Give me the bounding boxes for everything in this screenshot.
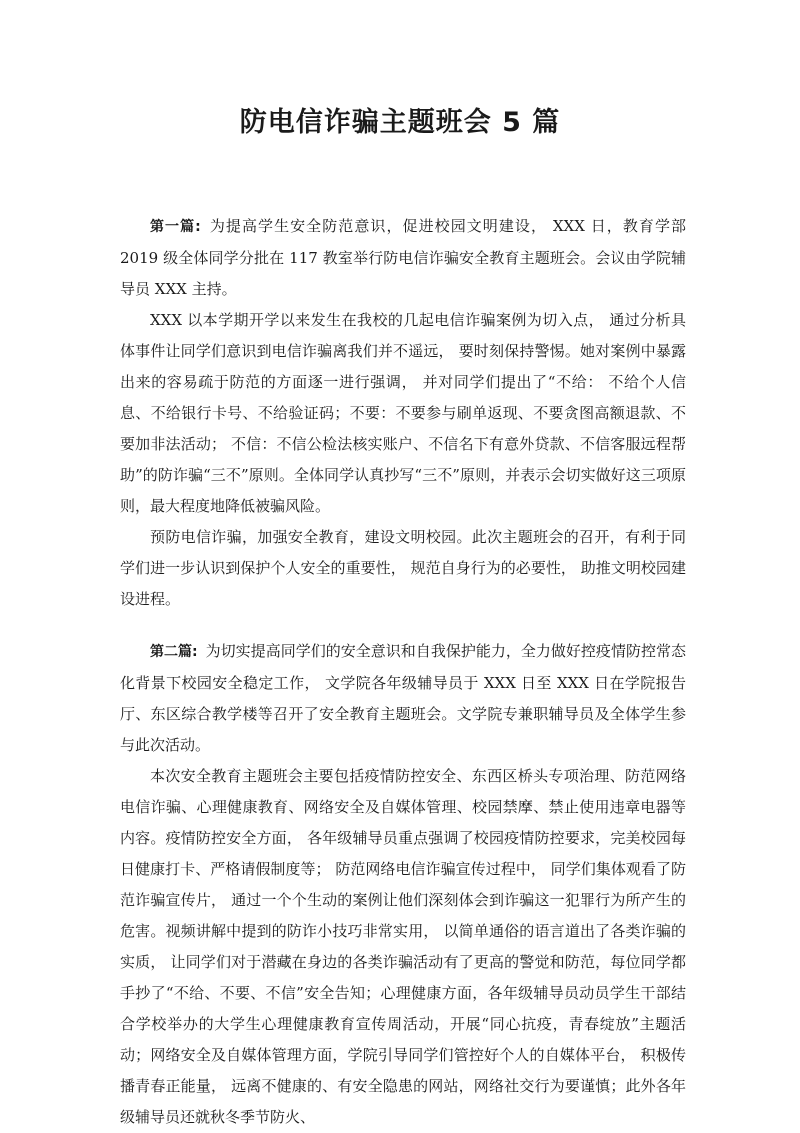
section-one-label: 第一篇: — [150, 219, 201, 235]
section-two-paragraph-1 — [120, 636, 686, 761]
section-two-paragraph-1-text: 为切实提高同学们的安全意识和自我保护能力，全力做好控疫情防控常态化背景下校园安全稳定工作， 文学院各年级辅导员于 XXX 日至 XXX 日在学院报告厅、东区综合教学楼等召开了安全教育主题班会。文学院专兼职辅导员及全体学生参与此次活动。 — [120, 642, 686, 754]
document-title: 防电信诈骗主题班会 5 篇 — [239, 107, 561, 138]
section-two-paragraph-2: 本次安全教育主题班会主要包括疫情防控安全、东西区桥头专项治理、防范网络电信诈骗、心理健康教育、网络安全及自媒体管理、校园禁摩、禁止使用违章电器等内容。疫情防控安全方面， 各年级辅导员重点强调了校园疫情防控要求，完美校园每日健康打卡、严格请假制度等； 防范网络电信诈骗宣传过程中， 同学们集体观看了防范诈骗宣传片， 通过一个个生动的案例让他们深刻体会到诈骗这一犯罪行为所产生的危害。视频讲解中提到的防诈小技巧非常实用， 以简单通俗的语言道出了各类诈骗的实质， 让同学们对于潜藏在身边的各类诈骗活动有了更高的警觉和防范，每位同学都手抄了“不给、不要、不信”安全告知；心理健康方面，各年级辅导员动员学生干部结合学校举办的大学生心理健康教育宣传周活动，开展“同心抗疫，青春绽放”主题活动；网络安全及自媒体管理方面，学院引导同学们管控好个人的自媒体平台， 积极传播青春正能量， 远离不健康的、有安全隐患的网站，网络社交行为要谨慎；此外各年级辅导员还就秋冬季节防火、 — [120, 767, 686, 1126]
section-one-paragraph-1-text: 为提高学生安全防范意识，促进校园文明建设， XXX 日，教育学部 2019 级全体同学分批在 117 教室举行防电信诈骗安全教育主题班会。会议由学院辅导员 XXX 主持。 — [120, 217, 686, 298]
section-two-label: 第二篇: — [150, 644, 198, 660]
section-one-paragraph-2: XXX 以本学期开学以来发生在我校的几起电信诈骗案例为切入点， 通过分析具体事件让同学们意识到电信诈骗离我们并不遥远， 要时刻保持警惕。她对案例中暴露出来的容易疏于防范的方面逐一进行强调， 并对同学们提出了“不给： 不给个人信息、不给银行卡号、不给验证码；不要：不要参与刷单返现、不要贪图高额退款、不要加非法活动； 不信：不信公检法核实账户、不信名下有意外贷款、不信客服远程帮助”的防诈骗“三不”原则。全体同学认真抄写“三不”原则，并表示会切实做好这三项原则，最大程度地降低被骗风险。 — [120, 311, 686, 515]
section-one-paragraph-3: 预防电信诈骗，加强安全教育，建设文明校园。此次主题班会的召开，有利于同学们进一步认识到保护个人安全的重要性， 规范自身行为的必要性， 助推文明校园建设进程。 — [120, 528, 686, 608]
section-two — [120, 636, 686, 1133]
section-one — [120, 211, 686, 615]
section-one-paragraph-1 — [120, 211, 686, 305]
